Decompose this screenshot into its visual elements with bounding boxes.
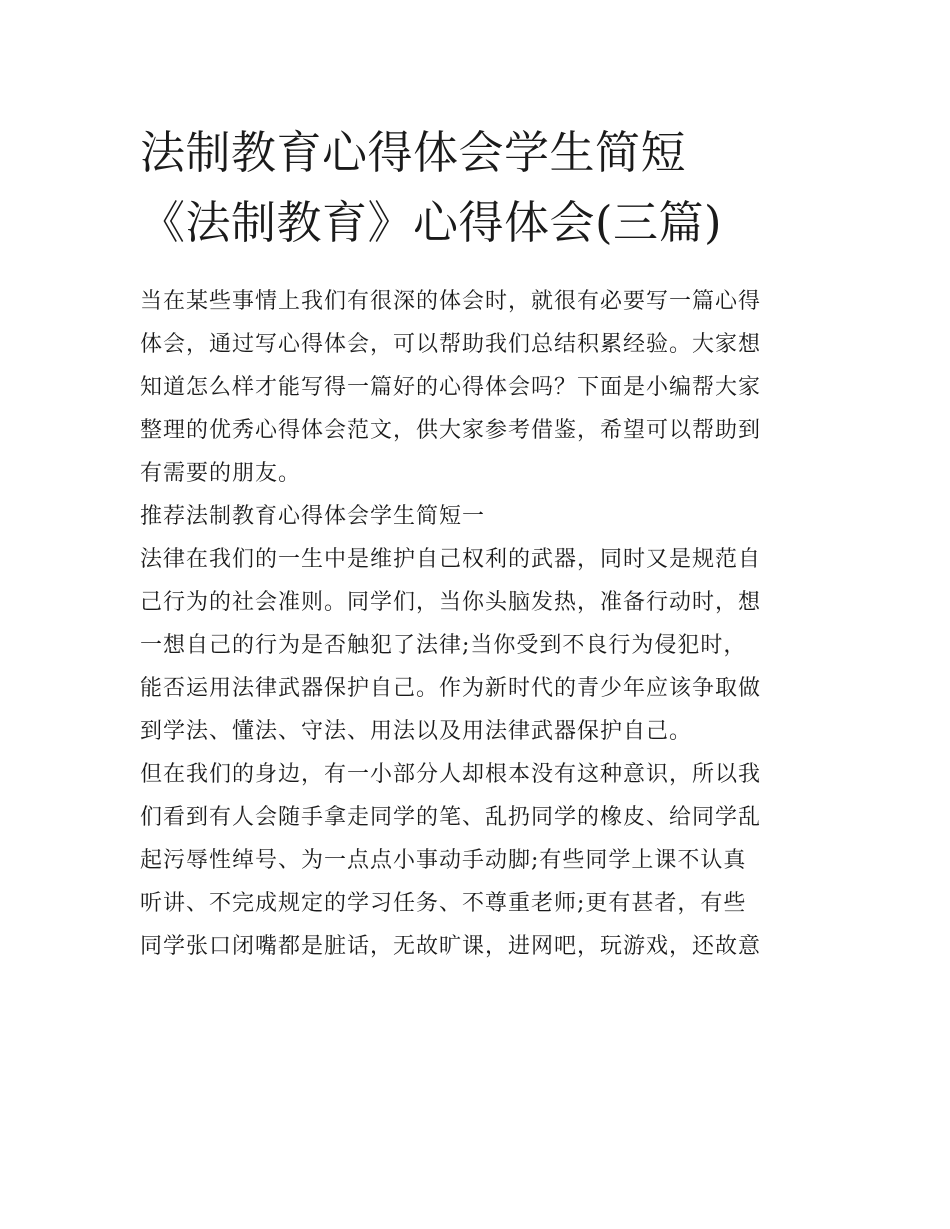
paragraph-line: 起污辱性绰号、为一点点小事动手动脚;有些同学上课不认真 bbox=[140, 848, 747, 873]
paragraph-line: 听讲、不完成规定的学习任务、不尊重老师;更有甚者，有些 bbox=[140, 891, 747, 916]
paragraph-line: 但在我们的身边，有一小部分人却根本没有这种意识，所以我 bbox=[140, 762, 762, 787]
paragraph-line: 一想自己的行为是否触犯了法律;当你受到不良行为侵犯时， bbox=[140, 633, 747, 658]
intro-line: 整理的优秀心得体会范文，供大家参考借鉴，希望可以帮助到 bbox=[140, 418, 762, 443]
document-title bbox=[140, 118, 830, 258]
paragraph-line: 己行为的社会准则。同学们，当你头脑发热，准备行动时，想 bbox=[140, 590, 762, 615]
intro-line: 体会，通过写心得体会，可以帮助我们总结积累经验。大家想 bbox=[140, 332, 762, 357]
section-heading: 推荐法制教育心得体会学生简短一 bbox=[140, 504, 486, 529]
intro-line: 知道怎么样才能写得一篇好的心得体会吗？下面是小编帮大家 bbox=[140, 375, 762, 400]
title-line-1: 法制教育心得体会学生简短 bbox=[140, 126, 687, 179]
intro-line: 有需要的朋友。 bbox=[140, 461, 302, 486]
intro-paragraph bbox=[140, 280, 818, 495]
paragraph-line: 们看到有人会随手拿走同学的笔、乱扔同学的橡皮、给同学乱 bbox=[140, 805, 762, 830]
paragraph-line: 到学法、懂法、守法、用法以及用法律武器保护自己。 bbox=[140, 719, 693, 744]
title-line-2: 《法制教育》心得体会(三篇) bbox=[140, 196, 723, 249]
paragraph-line: 法律在我们的一生中是维护自己权利的武器，同时又是规范自 bbox=[140, 547, 762, 572]
paragraph-1 bbox=[140, 538, 818, 753]
document-body bbox=[140, 280, 818, 968]
paragraph-2 bbox=[140, 753, 818, 968]
paragraph-line: 同学张口闭嘴都是脏话，无故旷课，进网吧，玩游戏，还故意 bbox=[140, 934, 762, 959]
intro-line: 当在某些事情上我们有很深的体会时，就很有必要写一篇心得 bbox=[140, 289, 762, 314]
paragraph-line: 能否运用法律武器保护自己。作为新时代的青少年应该争取做 bbox=[140, 676, 762, 701]
